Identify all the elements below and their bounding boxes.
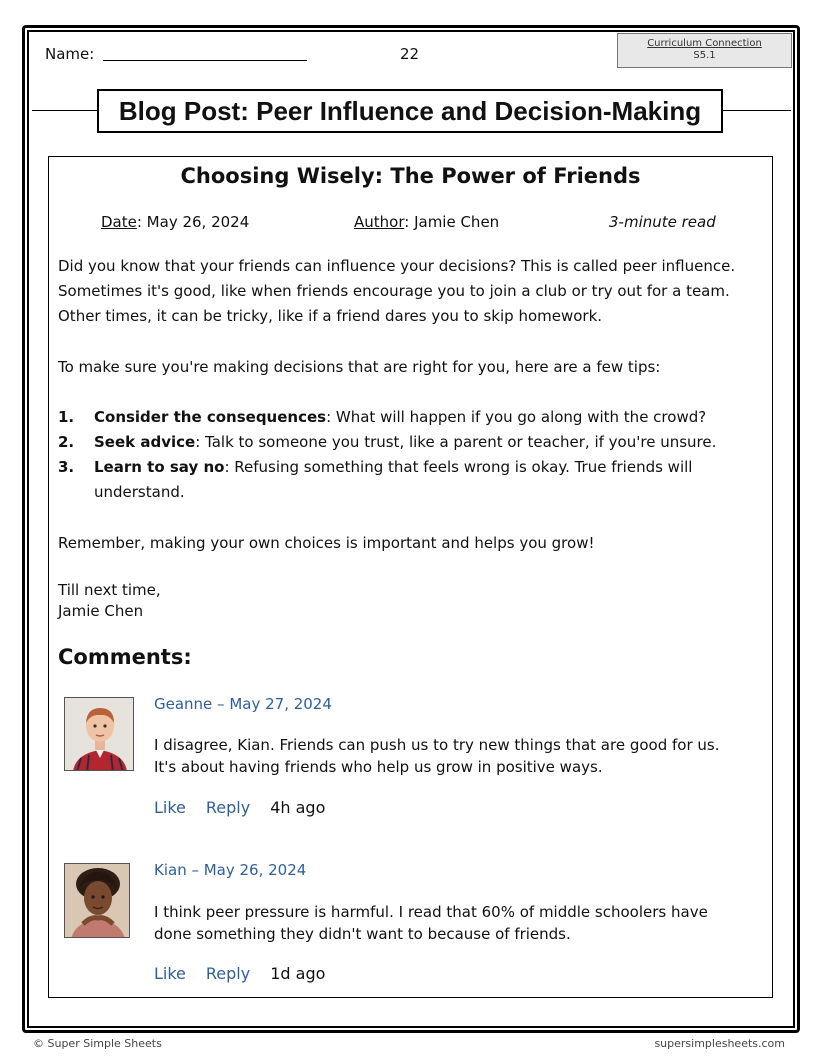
like-button[interactable]: Like xyxy=(154,964,186,983)
tip-item xyxy=(58,405,758,430)
comment-author[interactable]: Kian – May 26, 2024 xyxy=(154,861,307,879)
tip-text: : Talk to someone you trust, like a parent or teacher, if you're unsure. xyxy=(195,433,717,451)
tip-item xyxy=(58,430,758,455)
tip-number: 1. xyxy=(58,408,75,426)
girl-avatar-icon xyxy=(64,863,130,938)
tip-number: 3. xyxy=(58,458,75,476)
author-value: : Jamie Chen xyxy=(404,213,500,231)
closing-paragraph: Remember, making your own choices is important and helps you grow! xyxy=(58,534,595,552)
comment-author[interactable]: Geanne – May 27, 2024 xyxy=(154,695,332,713)
author-label: Author xyxy=(354,213,405,231)
post-date xyxy=(101,213,249,231)
page-number: 22 xyxy=(400,45,420,63)
tip-text: : Refusing something that feels wrong is okay. True friends will understand. xyxy=(94,458,693,501)
date-value: : May 26, 2024 xyxy=(136,213,250,231)
title-rule-right xyxy=(723,110,791,111)
name-blank-line[interactable] xyxy=(103,60,307,61)
boy-avatar-icon xyxy=(64,697,134,771)
tip-title: Learn to say no xyxy=(94,458,225,476)
comment-actions xyxy=(154,964,325,983)
comment-time: 4h ago xyxy=(270,798,326,817)
footer-website[interactable]: supersimplesheets.com xyxy=(654,1037,785,1050)
comment-text xyxy=(154,901,754,945)
like-button[interactable]: Like xyxy=(154,798,186,817)
comments-heading: Comments: xyxy=(58,645,192,669)
intro-line: Sometimes it's good, like when friends encourage you to join a club or try out for a team. xyxy=(58,282,730,300)
post-title: Choosing Wisely: The Power of Friends xyxy=(180,164,641,188)
date-label: Date xyxy=(101,213,137,231)
curriculum-code: S5.1 xyxy=(693,50,716,61)
post-author xyxy=(354,213,499,231)
intro-line: Other times, it can be tricky, like if a friend dares you to skip homework. xyxy=(58,307,603,325)
tips-intro: To make sure you're making decisions that are right for you, here are a few tips: xyxy=(58,358,661,376)
comment-text xyxy=(154,734,754,778)
reply-button[interactable]: Reply xyxy=(205,964,251,983)
signoff-line: Till next time, xyxy=(58,581,161,599)
read-time: 3-minute read xyxy=(609,213,716,231)
intro-line: Did you know that your friends can influence your decisions? This is called peer influence. xyxy=(58,257,736,275)
signoff-name: Jamie Chen xyxy=(58,602,144,620)
comment-line: I think peer pressure is harmful. I read that 60% of middle schoolers have xyxy=(154,903,708,921)
tip-text: : What will happen if you go along with the crowd? xyxy=(326,408,707,426)
comment-line: I disagree, Kian. Friends can push us to try new things that are good for us. xyxy=(154,736,720,754)
footer-copyright: © Super Simple Sheets xyxy=(33,1037,162,1050)
curriculum-title: Curriculum Connection xyxy=(647,38,762,49)
title-rule-left xyxy=(32,110,97,111)
comment-time: 1d ago xyxy=(270,964,326,983)
signoff xyxy=(58,580,758,622)
curriculum-connection-box xyxy=(617,33,792,68)
worksheet-title: Blog Post: Peer Influence and Decision-Making xyxy=(97,89,723,133)
tip-number: 2. xyxy=(58,433,75,451)
name-field-row xyxy=(45,45,307,63)
comment-line: It's about having friends who help us grow in positive ways. xyxy=(154,758,603,776)
reply-button[interactable]: Reply xyxy=(205,798,251,817)
name-label: Name: xyxy=(45,45,95,63)
tips-list xyxy=(58,405,758,505)
tip-item xyxy=(58,455,758,505)
tip-title: Seek advice xyxy=(94,433,196,451)
tip-title: Consider the consequences xyxy=(94,408,327,426)
comment-actions xyxy=(154,798,325,817)
comment-line: done something they didn't want to because of friends. xyxy=(154,925,571,943)
intro-paragraph xyxy=(58,254,758,329)
